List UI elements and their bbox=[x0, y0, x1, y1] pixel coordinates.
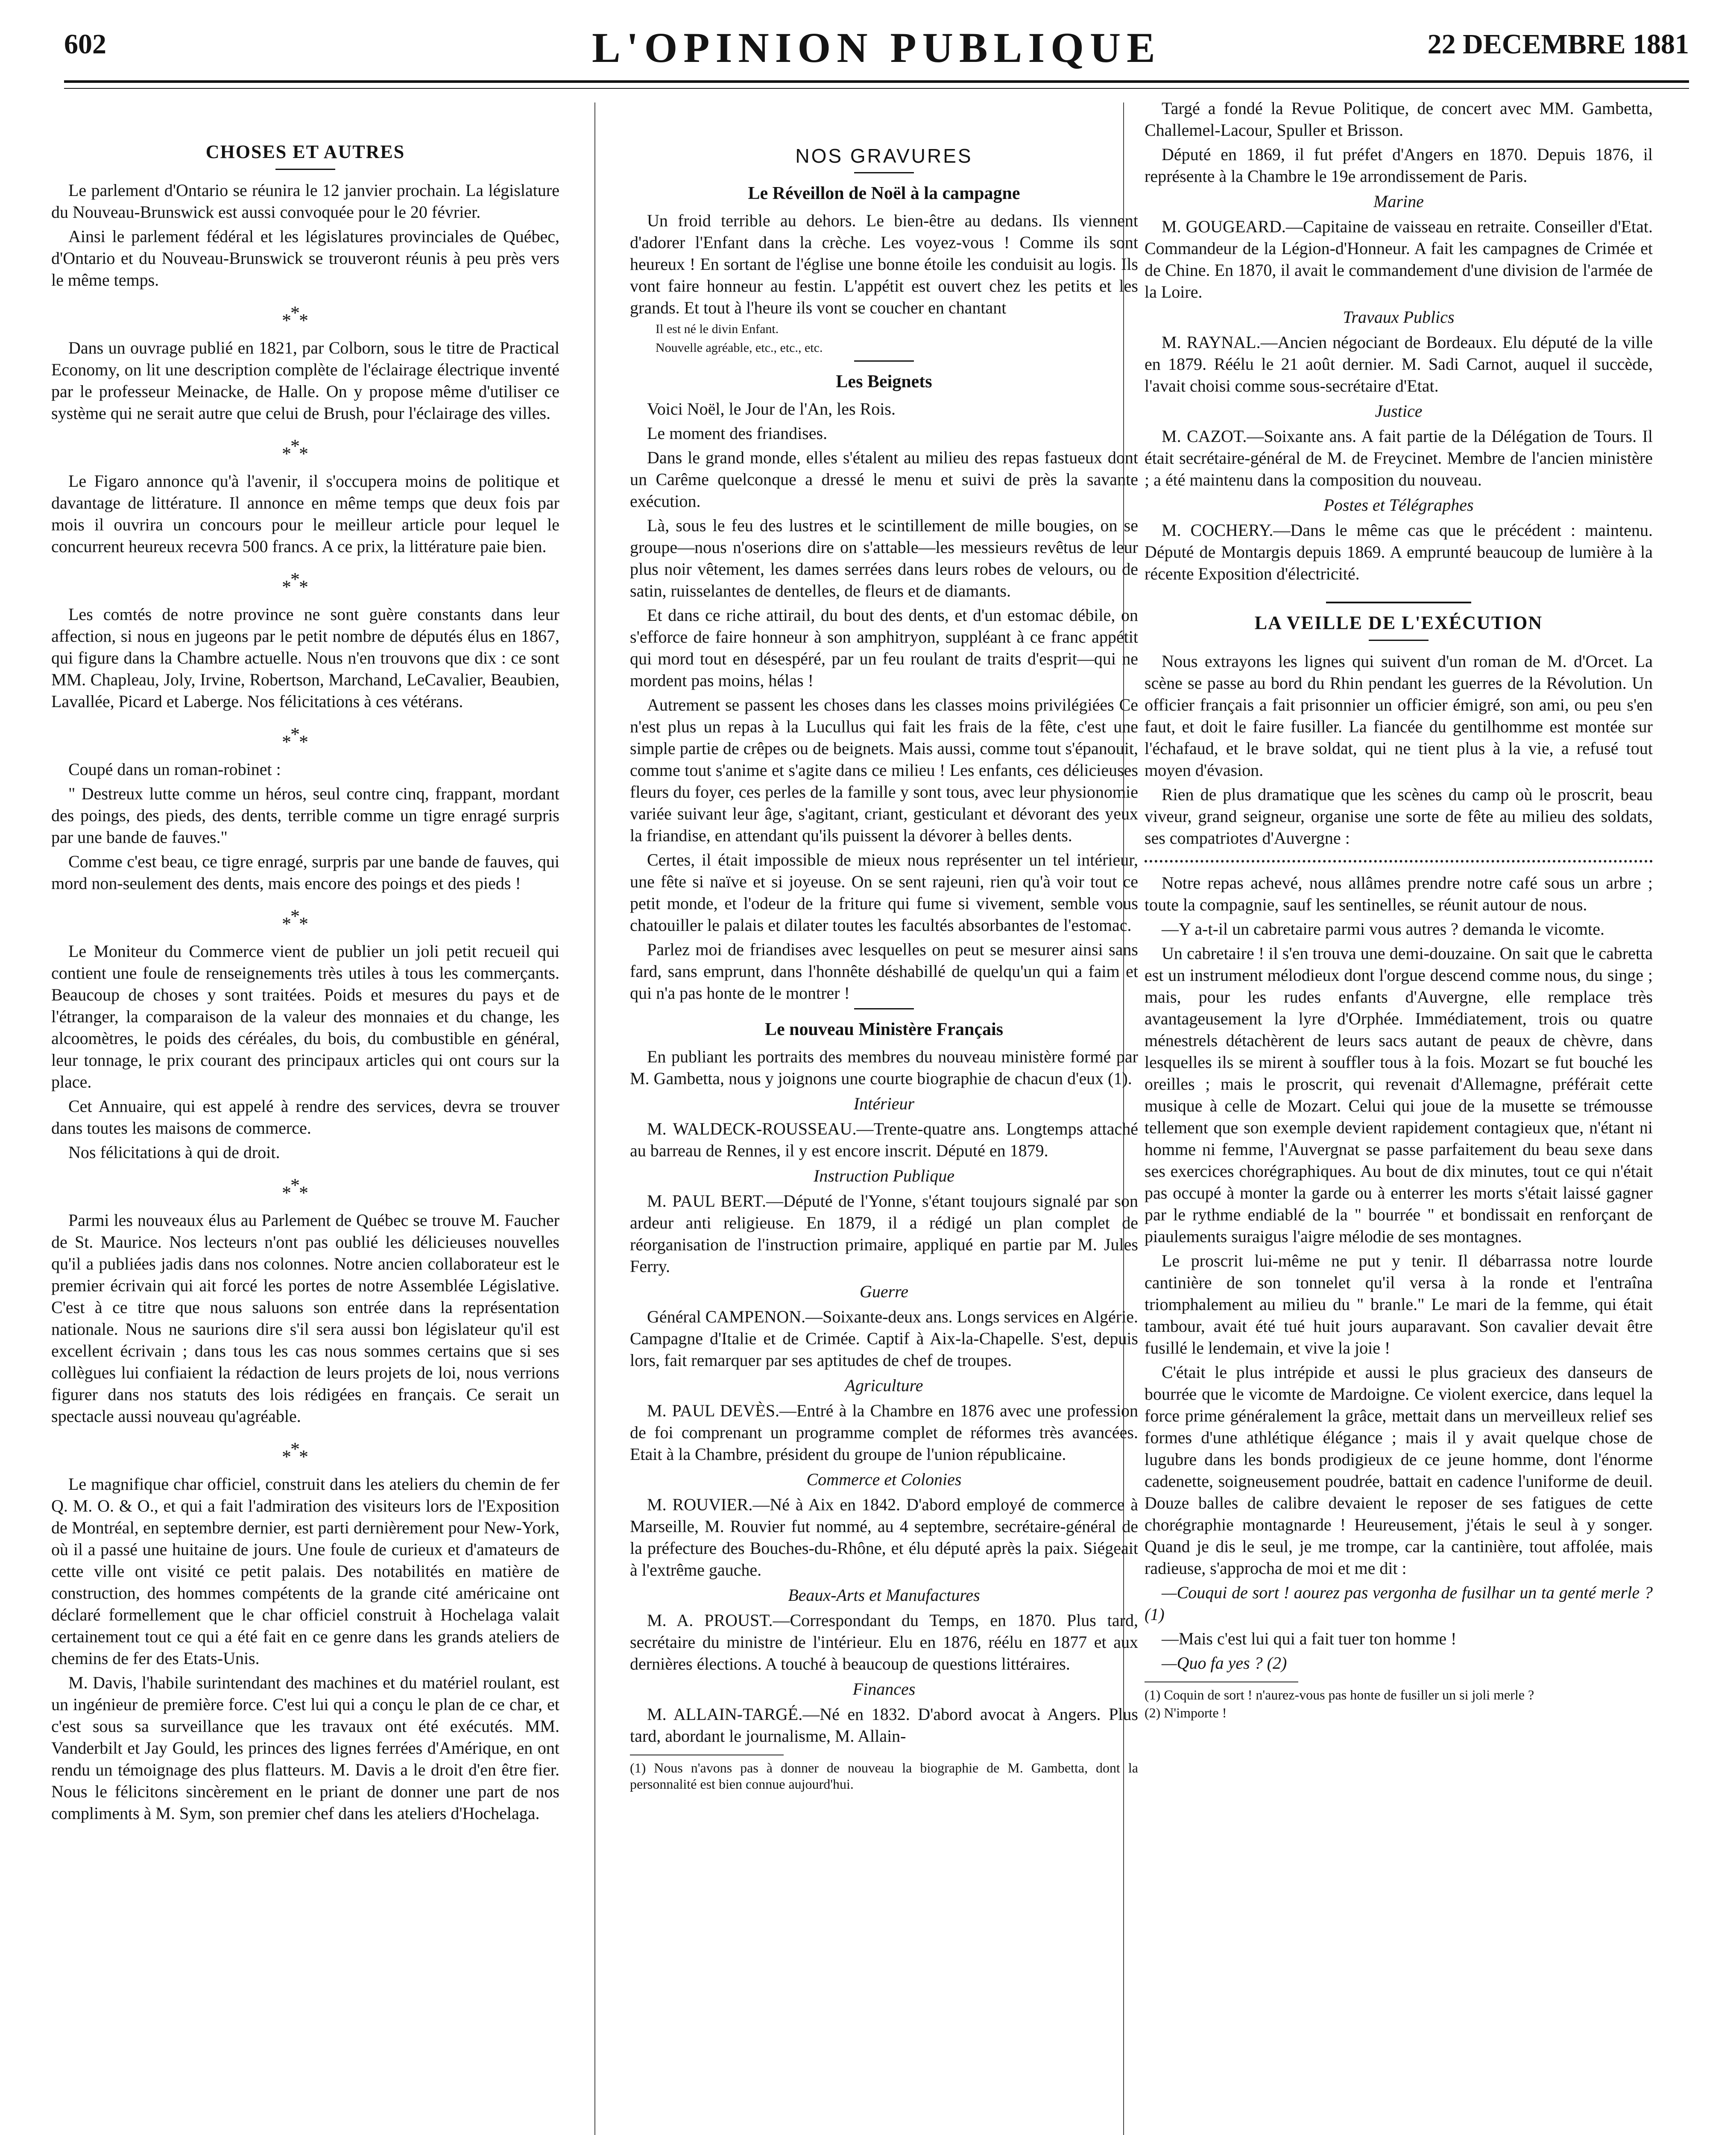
paragraph: M. A. PROUST.—Correspondant du Temps, en 1870. Plus tard, secrétaire du ministre de l'intérieur. Elu en 1876, réélu en 1877 et aux dernières élections. A touché à beaucoup de questions littéraires. bbox=[630, 1611, 1138, 1673]
paragraph: Ainsi le parlement fédéral et les législatures provinciales de Québec, d'Ontario et du Nouveau-Brunswick se trouveront réunis à peu près vers le même temps. bbox=[51, 227, 559, 290]
section-rule bbox=[1326, 602, 1471, 603]
song-line: Nouvelle agréable, etc., etc., etc. bbox=[656, 341, 823, 355]
paragraph: Dans un ouvrage publié en 1821, par Colborn, sous le titre de Practical Economy, on lit une description complète de l'éclairage électrique inventé par le professeur Meinacke, de Halle. On y propose même d'utiliser ce système qui ne serait autre que celui de Brush, pour l'éclairage des villes. bbox=[51, 338, 559, 423]
section-title-veille-execution: LA VEILLE DE L'EXÉCUTION bbox=[1254, 612, 1543, 633]
paragraph: Parlez moi de friandises avec lesquelles on peut se mesurer ainsi sans fard, sans emprunt, dans l'honnête déshabillé de quelqu'un qui a faim et qui n'a pas honte de le montrer ! bbox=[630, 940, 1138, 1003]
asterism-icon: * * * bbox=[282, 724, 308, 752]
paragraph: M. ROUVIER.—Né à Aix en 1842. D'abord employé de commerce à Marseille, M. Rouvier fut nommé, au 4 septembre, secrétaire-général de la préfecture des Bouches-du-Rhône, et élu député après la paix. Siégeait à l'extrême gauche. bbox=[630, 1495, 1138, 1579]
ministry-heading: Travaux Publics bbox=[1343, 307, 1455, 327]
paragraph: Voici Noël, le Jour de l'An, les Rois. bbox=[647, 399, 896, 418]
asterism-icon: * * * bbox=[282, 1439, 308, 1467]
dialogue-line: —Couqui de sort ! aourez pas vergonha de fusilhar un ta genté merle ? (1) bbox=[1145, 1583, 1653, 1624]
paragraph: Dans le grand monde, elles s'étalent au milieu des repas fastueux dont un Carême quelconque a dressé le menu et suivi de près la savante exécution. bbox=[630, 448, 1138, 511]
paragraph: Certes, il était impossible de mieux nous représenter un tel intérieur, une fête si naïve et si joyeuse. On se sent rajeuni, rien qu'à voir tout ce petit monde, et l'odeur de la friture qui fume si vivement, semble vous chatouiller le palais et dilater toutes les facultés absorbantes de l'estomac. bbox=[630, 850, 1138, 935]
issue-date: 22 DECEMBRE 1881 bbox=[1427, 29, 1689, 60]
paragraph: Le parlement d'Ontario se réunira le 12 janvier prochain. La législature du Nouveau-Brunswick est aussi convoquée pour le 20 février. bbox=[51, 181, 559, 222]
newspaper-title: L'OPINION PUBLIQUE bbox=[592, 24, 1161, 71]
ministry-heading: Beaux-Arts et Manufactures bbox=[788, 1585, 980, 1605]
paragraph: Comme c'est beau, ce tigre enragé, surpris par une bande de fauves, qui mord non-seulement des dents, mais encore des poings et des pieds ! bbox=[51, 852, 559, 893]
header-rule-thick bbox=[64, 80, 1689, 83]
paragraph: M. Davis, l'habile surintendant des machines et du matériel roulant, est un ingénieur de première force. C'est lui qui a conçu le plan de ce char, et c'est sous sa surveillance que les travaux ont été exécutés. MM. Vanderbilt et Jay Gould, les princes des lignes ferrées d'Amérique, en ont rendu un témoignage des plus flatteurs. M. Davis a le droit d'en être fier. Nous le félicitons sincèrement en le priant de donner une part de nos compliments à M. Sym, son premier chef dans les ateliers d'Hochelaga. bbox=[51, 1673, 559, 1823]
song-line: Il est né le divin Enfant. bbox=[656, 322, 779, 336]
column-1 bbox=[51, 141, 559, 1827]
paragraph: Député en 1869, il fut préfet d'Angers en 1870. Depuis 1876, il représente à la Chambre le 19e arrondissement de Paris. bbox=[1145, 145, 1653, 186]
footnote: (1) Nous n'avons pas à donner de nouveau la biographie de M. Gambetta, dont la personnalité est bien connue aujourd'hui. bbox=[630, 1760, 1138, 1792]
short-rule bbox=[1369, 640, 1429, 641]
paragraph: Les comtés de notre province ne sont guère constants dans leur affection, si nous en jugeons par le petit nombre de députés élus en 1867, qui figure dans la Chambre actuelle. Nous n'en trouvons que dix : ce sont MM. Chapleau, Joly, Irvine, Robertson, Marchand, LeCavalier, Beaubien, Lavallée, Picard et Laberge. Nos félicitations à ces vétérans. bbox=[51, 605, 559, 711]
asterism-icon: * * * bbox=[282, 1175, 308, 1203]
ministry-heading: Instruction Publique bbox=[814, 1166, 954, 1185]
header-rule-thin bbox=[64, 88, 1689, 89]
column-2 bbox=[630, 145, 1138, 1794]
paragraph: Rien de plus dramatique que les scènes du camp où le proscrit, beau viveur, grand seigneur, organise une sorte de fête au milieu des soldats, ses compatriotes d'Auvergne : bbox=[1145, 785, 1653, 848]
dotted-separator bbox=[1145, 860, 1653, 863]
footnote: (2) N'importe ! bbox=[1145, 1705, 1227, 1720]
short-rule bbox=[854, 172, 914, 173]
paragraph: Nous extrayons les lignes qui suivent d'un roman de M. d'Orcet. La scène se passe au bord du Rhin pendant les guerres de la Révolution. Un officier français a fait prisonnier un officier émigré, son ami, ou peu s'en faut, et doit le faire fusiller. La fiancée du gentilhomme est montée sur l'échafaud, et le brave soldat, qui ne tient plus à la vie, a refusé tout moyen d'évasion. bbox=[1145, 652, 1653, 780]
paragraph: Nos félicitations à qui de droit. bbox=[68, 1143, 280, 1162]
paragraph: Le proscrit lui-même ne put y tenir. Il débarrassa notre lourde cantinière de son tonnelet qu'il versa à la ronde et l'entraîna triomphalement au milieu du " branle." Le mari de la femme, qui était tambour, avait été tué huit jours auparavant. Son cavalier devait être fusillé le lendemain, et vive la joie ! bbox=[1145, 1251, 1653, 1357]
paragraph: Le moment des friandises. bbox=[647, 424, 828, 443]
paragraph: Un cabretaire ! il s'en trouva une demi-douzaine. On sait que le cabretta est un instrument mélodieux dont l'orgue descend comme nous, du singe ; mais, pour les rudes enfants d'Auvergne, elle remplace très avantageusement la lyre d'Orphée. Immédiatement, trois ou quatre ménestrels détachèrent de leurs sacs autant de peaux de chèvre, dans lesquelles ils se mirent à souffler tous à la fois. Mozart se fut bouché les oreilles ; mais le proscrit, qui revenait d'Allemagne, préférait cette musique à celle de Mozart. Celui qui joue de la musette se trémousse tellement que son exemple devient rapidement contagieux que, n'étant ni homme ni femme, l'Auvergnat se passe parfaitement du beau sexe dans ses exercices chorégraphiques. Au bout de dix minutes, tout ce qui n'était pas occupé à monter la garde ou à enterrer les morts s'était laissé gagner par le rythme endiablé de la " bourrée " et bondissait en renforçant de piaulements suraigus l'aigre mélodie de ses montagnes. bbox=[1145, 944, 1653, 1246]
ministry-heading: Commerce et Colonies bbox=[806, 1470, 962, 1489]
paragraph: Général CAMPENON.—Soixante-deux ans. Longs services en Algérie. Campagne d'Italie et de Crimée. Captif à Aix-la-Chapelle. S'est, depuis lors, fait remarquer par ses aptitudes de chef de troupes. bbox=[630, 1307, 1138, 1370]
paragraph: Targé a fondé la Revue Politique, de concert avec MM. Gambetta, Challemel-Lacour, Spuller et Brisson. bbox=[1145, 99, 1653, 140]
paragraph: Et dans ce riche attirail, du bout des dents, et d'un estomac débile, on s'efforce de faire honneur à son amphitryon, suppléant à ce franc appétit qui mord tout en désespéré, par un feu roulant de traits d'esprit—qui ne mordent pas moins, hélas ! bbox=[630, 605, 1138, 690]
dialogue-line: —Mais c'est lui qui a fait tuer ton homme ! bbox=[1162, 1629, 1457, 1648]
asterism-icon: * * * bbox=[282, 906, 308, 934]
paragraph: Notre repas achevé, nous allâmes prendre notre café sous un arbre ; toute la compagnie, sauf les sentinelles, se réunit autour de nous. bbox=[1145, 873, 1653, 914]
short-rule bbox=[275, 169, 335, 170]
paragraph: M. GOUGEARD.—Capitaine de vaisseau en retraite. Conseiller d'Etat. Commandeur de la Légion-d'Honneur. A fait les campagnes de Crimée et de Chine. En 1870, il avait le commandement d'une division de l'armée de la Loire. bbox=[1145, 217, 1653, 301]
subheading-beignets: Les Beignets bbox=[836, 372, 932, 392]
column-3 bbox=[1145, 97, 1653, 1723]
paragraph: M. ALLAIN-TARGÉ.—Né en 1832. D'abord avocat à Angers. Plus tard, abordant le journalisme, M. Allain- bbox=[630, 1705, 1138, 1746]
paragraph: M. RAYNAL.—Ancien négociant de Bordeaux. Elu député de la ville en 1879. Réélu le 21 août dernier. M. Sadi Carnot, auquel il succède, l'avait choisi comme sous-secrétaire d'Etat. bbox=[1145, 333, 1653, 395]
ministry-heading: Postes et Télégraphes bbox=[1323, 495, 1474, 515]
subheading-ministere: Le nouveau Ministère Français bbox=[764, 1020, 1004, 1039]
paragraph: M. PAUL DEVÈS.—Entré à la Chambre en 1876 avec une profession de foi comprenant un programme complet de réformes très avancées. Etait à la Chambre, président du groupe de l'union républicaine. bbox=[630, 1401, 1138, 1464]
quoted-paragraph: " Destreux lutte comme un héros, seul contre cinq, frappant, mordant des poings, des pieds, des dents, terrible comme un tigre enragé surpris par une bande de fauves." bbox=[51, 784, 559, 847]
paragraph: —Y a-t-il un cabretaire parmi vous autres ? demanda le vicomte. bbox=[1162, 919, 1604, 939]
footnote: (1) Coquin de sort ! n'aurez-vous pas honte de fusiller un si joli merle ? bbox=[1145, 1687, 1534, 1702]
ministry-heading: Guerre bbox=[859, 1282, 909, 1301]
paragraph: En publiant les portraits des membres du nouveau ministère formé par M. Gambetta, nous y joignons une courte biographie de chacun d'eux (1). bbox=[630, 1047, 1138, 1088]
paragraph: M. COCHERY.—Dans le même cas que le précédent : maintenu. Député de Montargis depuis 1869. A emprunté beaucoup de lumière à la récente Exposition d'électricité. bbox=[1145, 521, 1653, 583]
paragraph: Autrement se passent les choses dans les classes moins privilégiées Ce n'est plus un repas à la Lucullus qui fait les frais de la fête, c'est une simple partie de crêpes ou de beignets. Mais aussi, comme tout s'épanouit, comme tout s'anime et s'agite dans ce milieu ! Les enfants, ces délicieuses fleurs du foyer, ces perles de la famille y sont tous, avec leur physionomie variée suivant leur âge, s'agitant, criant, gesticulant et dévorant des yeux la friandise, en attendant qu'ils puissent la dévorer à belles dents. bbox=[630, 695, 1138, 845]
paragraph: Le magnifique char officiel, construit dans les ateliers du chemin de fer Q. M. O. & O., et qui a fait l'admiration des visiteurs lors de l'Exposition de Montréal, en septembre dernier, est parti dernièrement pour New-York, où il a passé une huitaine de jours. Une foule de curieux et d'amateurs de cette ville ont visité ce petit palais. Des notabilités en matière de construction, des hommes compétents de la grande cité américaine ont déclaré formellement que le char officiel construit à Hochelaga valait certainement tout ce qui a été fait en ce genre dans les grands ateliers de chemins de fer des Etats-Unis. bbox=[51, 1474, 559, 1668]
subheading-reveillon: Le Réveillon de Noël à la campagne bbox=[748, 184, 1020, 203]
asterism-icon: * * * bbox=[282, 436, 308, 464]
page-number: 602 bbox=[64, 29, 106, 60]
ministry-heading: Marine bbox=[1373, 192, 1424, 211]
asterism-icon: * * * bbox=[282, 569, 308, 597]
paragraph: Le Figaro annonce qu'à l'avenir, il s'occupera moins de politique et davantage de littérature. Il annonce en même temps que deux fois par mois il ouvrira un concours pour le meilleur article pour lequel le concurrent heureux recevra 500 francs. A ce prix, la littérature paie bien. bbox=[51, 471, 559, 556]
short-rule bbox=[854, 1008, 914, 1009]
ministry-heading: Justice bbox=[1375, 401, 1423, 421]
page-header bbox=[64, 12, 1689, 72]
asterism-icon: * * * bbox=[282, 302, 308, 331]
paragraph: Un froid terrible au dehors. Le bien-être au dedans. Ils viennent d'adorer l'Enfant dans la crèche. Les voyez-vous ! Comme ils sont heureux ! En sortant de l'église une bonne étoile les conduisit au logis. Ils vont faire honneur au festin. L'appétit est ouvert chez les petits et les grands. Et tout à l'heure ils vont se coucher en chantant bbox=[630, 211, 1138, 317]
paragraph: Là, sous le feu des lustres et le scintillement de mille bougies, on se groupe—nous n'oserions dire on s'attable—les messieurs revêtus de leur plus noir vêtement, les dames serrées dans leurs robes de velours, ou de satin, ruisselantes de dentelles, de fleurs et de diamants. bbox=[630, 516, 1138, 600]
paragraph: M. WALDECK-ROUSSEAU.—Trente-quatre ans. Longtemps attaché au barreau de Rennes, il y est encore inscrit. Député en 1879. bbox=[630, 1119, 1138, 1160]
paragraph: C'était le plus intrépide et aussi le plus gracieux des danseurs de bourrée que le vicomte de Mardoigne. Ce violent exercice, dans lequel la force prime généralement la grâce, mettait dans un merveilleux relief ses formes d'une athlétique élégance ; mais il y avait quelque chose de lugubre dans les bonds prodigieux de ce jeune homme, dont l'énorme cadenette, soigneusement poudrée, battait en cadence l'uniforme de deuil. Douze balles de calibre devaient le reposer de ses fatigues de cette chorégraphie montagnarde ! Heureusement, j'étais le seul à y songer. Quand je dis le seul, je me trompe, car la cantinière, tout affolée, mais radieuse, s'approcha de moi et me dit : bbox=[1145, 1363, 1653, 1578]
section-title-choses-et-autres: CHOSES ET AUTRES bbox=[205, 141, 405, 162]
ministry-heading: Intérieur bbox=[853, 1094, 915, 1113]
paragraph: M. CAZOT.—Soixante ans. A fait partie de la Délégation de Tours. Il était secrétaire-général de M. de Freycinet. Membre de l'ancien ministère ; a été maintenu dans la composition du nouveau. bbox=[1145, 427, 1653, 489]
ministry-heading: Finances bbox=[852, 1679, 916, 1699]
paragraph: Le Moniteur du Commerce vient de publier un joli petit recueil qui contient une foule de renseignements très utiles à tous les commerçants. Beaucoup de choses y sont traitées. Poids et mesures du pays et de l'étranger, la comparaison de la valeur des monnaies et du change, les alcoomètres, le poids des céréales, du bois, du combustible en général, leur tonnage, le prix courant des principaux articles qui ont cours sur la place. bbox=[51, 942, 559, 1091]
paragraph: Parmi les nouveaux élus au Parlement de Québec se trouve M. Faucher de St. Maurice. Nos lecteurs n'ont pas oublié les délicieuses nouvelles qu'il a publiées jadis dans nos colonnes. Notre ancien collaborateur est le premier écrivain qui ait forcé les portes de notre Assemblée Législative. C'est à ce titre que nous saluons son entrée dans la représentation nationale. Nous ne saurions dire s'il sera aussi bon législateur qu'il est excellent écrivain ; dans tous les cas nous sommes certains que si ses collègues lui confiaient la rédaction de leurs projets de loi, nous verrions figurer dans nos statuts des lois rédigées en français. Ce serait un spectacle aussi nouveau qu'agréable. bbox=[51, 1211, 559, 1426]
paragraph: M. PAUL BERT.—Député de l'Yonne, s'étant toujours signalé par son ardeur anti religieuse. En 1879, il a rédigé un plan complet de réorganisation de l'instruction primaire, appliqué en partie par M. Jules Ferry. bbox=[630, 1191, 1138, 1276]
paragraph: Coupé dans un roman-robinet : bbox=[68, 760, 281, 779]
column-divider bbox=[594, 102, 595, 2135]
paragraph: Cet Annuaire, qui est appelé à rendre des services, devra se trouver dans toutes les maisons de commerce. bbox=[51, 1097, 559, 1138]
section-title-nos-gravures: NOS GRAVURES bbox=[795, 145, 973, 167]
dialogue-line: —Quo fa yes ? (2) bbox=[1162, 1653, 1287, 1673]
ministry-heading: Agriculture bbox=[845, 1376, 923, 1395]
short-rule bbox=[854, 360, 914, 362]
